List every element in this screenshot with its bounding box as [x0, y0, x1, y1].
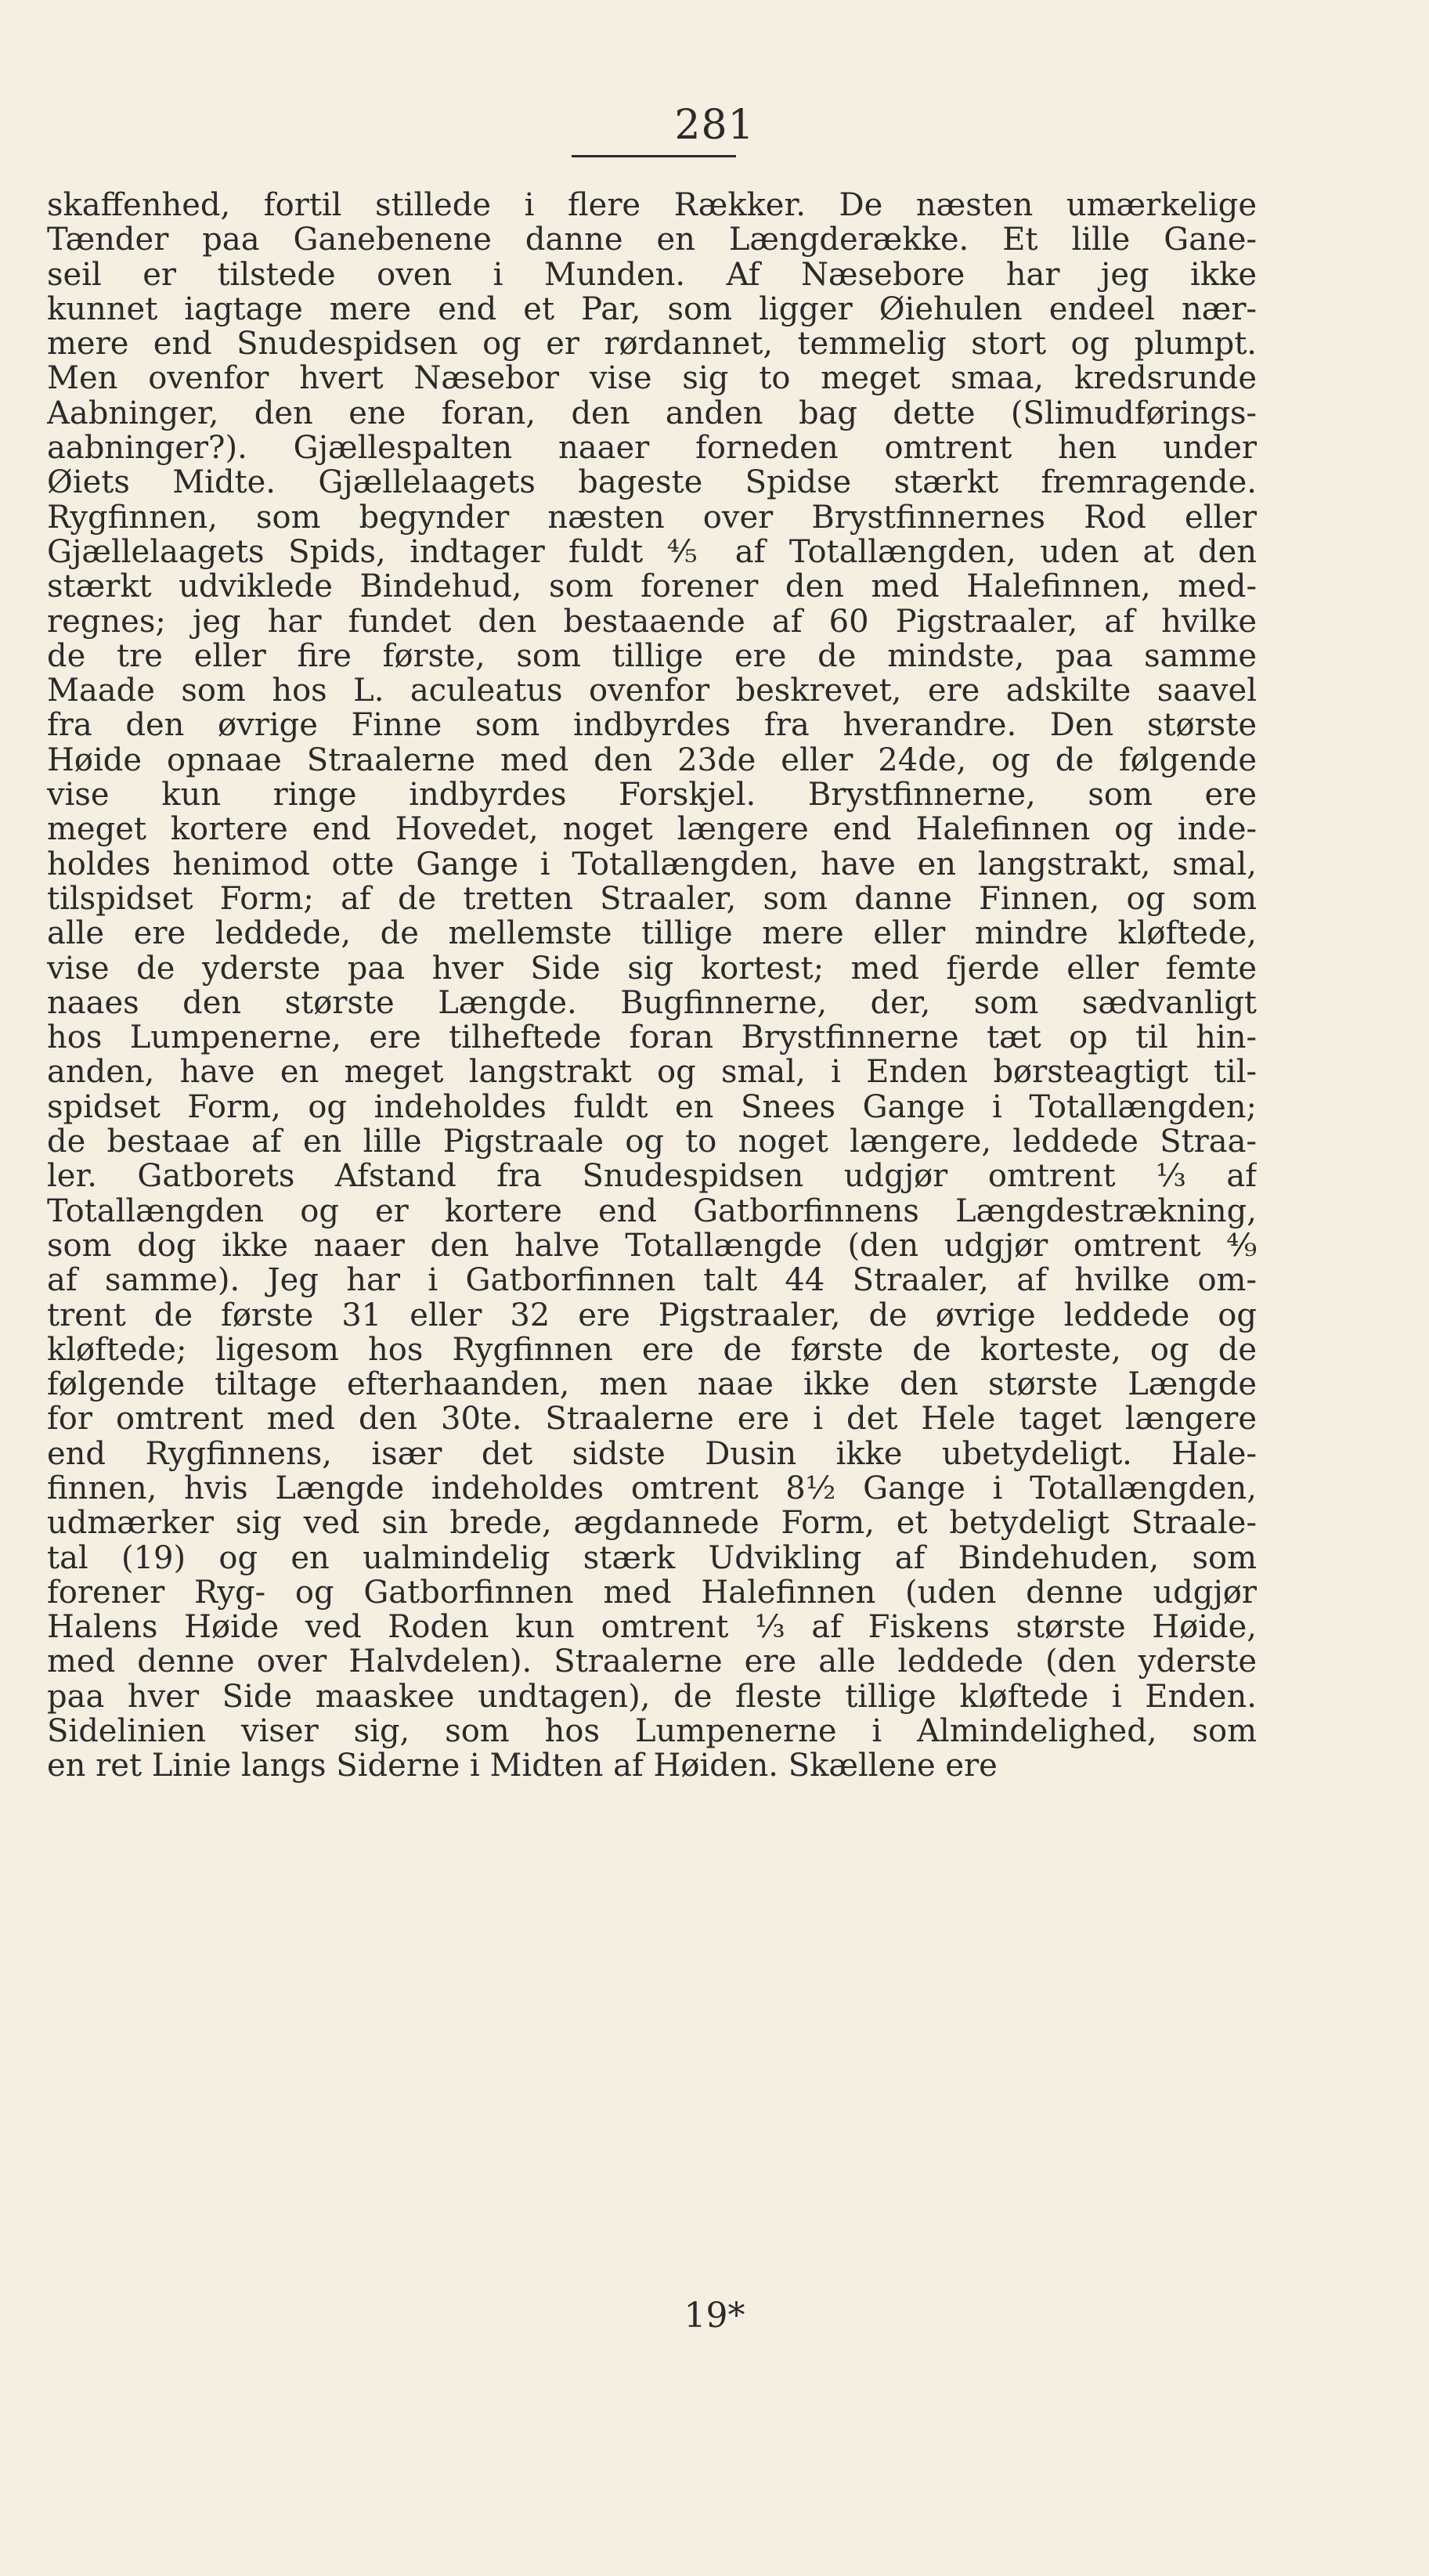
text-line: ler. Gatborets Afstand fra Snudespidsen udgjør omtrent ⅓ af [47, 1159, 1257, 1194]
text-line: tal (19) og en ualmindelig stærk Udvikling af Bindehuden, som [47, 1540, 1257, 1575]
text-line: Sidelinien viser sig, som hos Lumpenerne i Almindelighed, som [47, 1714, 1257, 1749]
text-line: vise kun ringe indbyrdes Forskjel. Brystfinnerne, som ere [47, 777, 1257, 813]
text-line: Høide opnaae Straalerne med den 23de eller 24de, og de følgende [47, 742, 1257, 778]
text-line: for omtrent med den 30te. Straalerne ere i det Hele taget længere [47, 1402, 1257, 1437]
text-line: end Rygfinnens, især det sidste Dusin ikke ubetydeligt. Hale- [47, 1436, 1257, 1471]
text-line: tilspidset Form; af de tretten Straaler, som danne Finnen, og som [47, 881, 1257, 917]
text-line: Maade som hos L. aculeatus ovenfor beskrevet, ere adskilte saavel [47, 673, 1257, 709]
text-line: aabninger?). Gjællespalten naaer forneden omtrent hen under [47, 431, 1257, 466]
text-line: hos Lumpenerne, ere tilheftede foran Brystfinnerne tæt op til hin- [47, 1020, 1257, 1055]
text-line: en ret Linie langs Siderne i Midten af Høiden. Skællene ere [47, 1748, 998, 1784]
text-line: spidset Form, og indeholdes fuldt en Snees Gange i Totallængden; [47, 1089, 1257, 1125]
text-line: naaes den største Længde. Bugfinnerne, der, som sædvanligt [47, 985, 1257, 1021]
text-line: meget kortere end Hovedet, noget længere end Halefinnen og inde- [47, 812, 1257, 847]
text-line: Gjællelaagets Spids, indtager fuldt ⅘ af Totallængden, uden at den [47, 534, 1257, 570]
printer-signature: 19* [684, 2296, 745, 2336]
text-line: mere end Snudespidsen og er rørdannet, temmelig stort og plumpt. [47, 327, 1257, 362]
text-line: med denne over Halvdelen). Straalerne ere alle leddede (den yderste [47, 1644, 1257, 1679]
text-line: de tre eller fire første, som tillige ere de mindste, paa samme [47, 638, 1257, 674]
text-line: Tænder paa Ganebenene danne en Længderække. Et lille Gane- [47, 222, 1257, 258]
text-line: finnen, hvis Længde indeholdes omtrent 8½ Gange i Totallængden, [47, 1470, 1257, 1506]
text-line: Øiets Midte. Gjællelaagets bageste Spidse stærkt fremragende. [47, 465, 1257, 500]
text-line: kløftede; ligesom hos Rygfinnen ere de første de korteste, og de [47, 1332, 1257, 1368]
text-line: udmærker sig ved sin brede, ægdannede Form, et betydeligt Straale- [47, 1506, 1257, 1541]
body-text [47, 188, 1257, 1784]
text-line: kunnet iagtage mere end et Par, som ligger Øiehulen endeel nær- [47, 291, 1257, 327]
text-line: seil er tilstede oven i Munden. Af Næsebore har jeg ikke [47, 257, 1257, 292]
text-line: Totallængden og er kortere end Gatborfinnens Længdestrækning, [47, 1193, 1257, 1228]
text-line: regnes; jeg har fundet den bestaaende af 60 Pigstraaler, af hvilke [47, 604, 1257, 639]
text-line: af samme). Jeg har i Gatborfinnen talt 44 Straaler, af hvilke om- [47, 1263, 1257, 1298]
text-line: som dog ikke naaer den halve Totallængde (den udgjør omtrent ⁴⁄₉ [47, 1228, 1257, 1264]
text-line: trent de første 31 eller 32 ere Pigstraaler, de øvrige leddede og [47, 1297, 1257, 1333]
text-line: alle ere leddede, de mellemste tillige mere eller mindre kløftede, [47, 916, 1257, 951]
text-line: stærkt udviklede Bindehud, som forener den med Halefinnen, med- [47, 569, 1257, 604]
text-line: de bestaae af en lille Pigstraale og to noget længere, leddede Straa- [47, 1124, 1257, 1160]
text-line: fra den øvrige Finne som indbyrdes fra hverandre. Den største [47, 708, 1257, 743]
text-line: skaffenhed, fortil stillede i flere Rækker. De næsten umærkelige [47, 188, 1257, 223]
text-line: holdes henimod otte Gange i Totallængden, have en langstrakt, smal, [47, 846, 1257, 882]
text-line: forener Ryg- og Gatborfinnen med Halefinnen (uden denne udgjør [47, 1575, 1257, 1611]
page-number: 281 [674, 102, 755, 149]
header-rule [572, 155, 736, 157]
text-line: følgende tiltage efterhaanden, men naae ikke den største Længde [47, 1367, 1257, 1402]
text-line: Aabninger, den ene foran, den anden bag dette (Slimudførings- [47, 395, 1257, 431]
text-line: Halens Høide ved Roden kun omtrent ⅓ af Fiskens største Høide, [47, 1610, 1257, 1645]
text-line: Rygfinnen, som begynder næsten over Brystfinnernes Rod eller [47, 500, 1257, 535]
text-line: Men ovenfor hvert Næsebor vise sig to meget smaa, kredsrunde [47, 361, 1257, 396]
text-line: vise de yderste paa hver Side sig kortest; med fjerde eller femte [47, 951, 1257, 986]
text-line: anden, have en meget langstrakt og smal, i Enden børsteagtigt til- [47, 1055, 1257, 1090]
text-line: paa hver Side maaskee undtagen), de fleste tillige kløftede i Enden. [47, 1679, 1257, 1715]
